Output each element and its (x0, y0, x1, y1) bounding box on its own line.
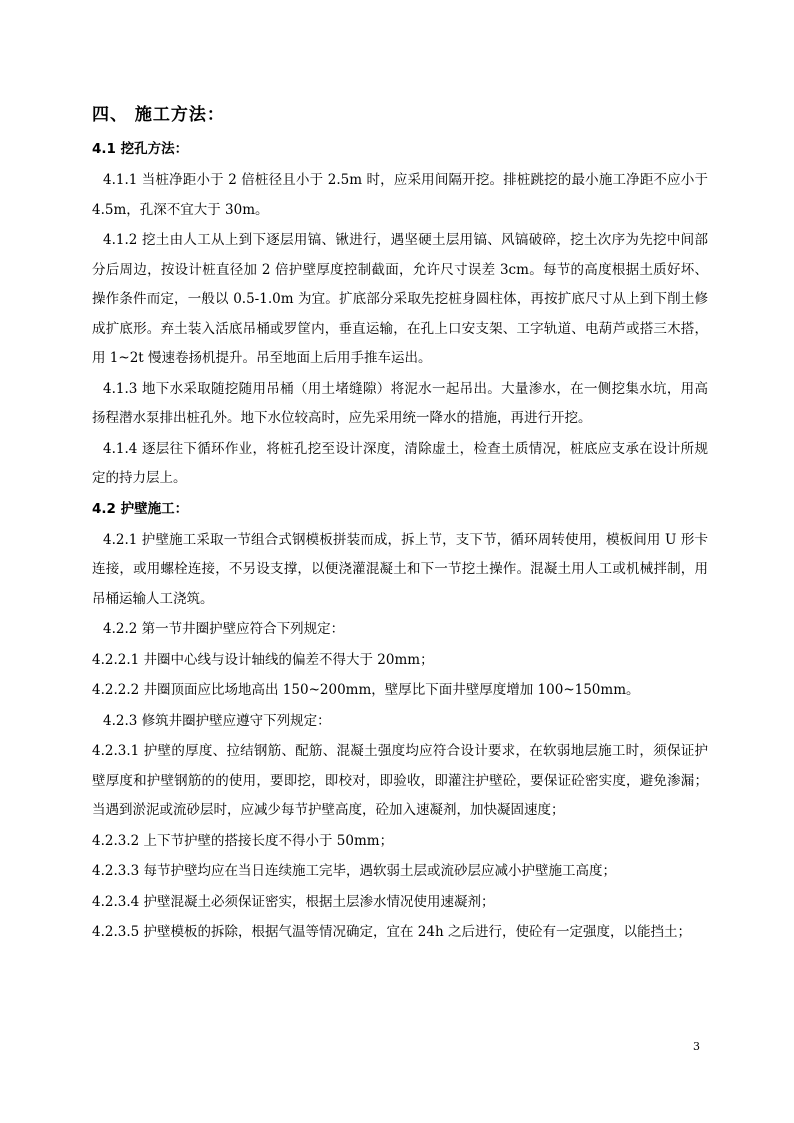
paragraph-4-2-3-2: 4.2.3.2 上下节护壁的搭接长度不得小于 50mm； (92, 832, 394, 849)
section-title: 四、 施工方法： (92, 105, 225, 125)
paragraph-4-2-3-4: 4.2.3.4 护壁混凝土必须保证密实，根据土层渗水情况使用速凝剂； (92, 893, 495, 910)
paragraph-4-2-2-2: 4.2.2.2 井圈顶面应比场地高出 150~200mm，壁厚比下面井壁厚度增加 100~150mm。 (92, 682, 640, 698)
subsection-heading: 4.2 护壁施工： (92, 500, 189, 517)
paragraph-4-2-3: 4.2.3 修筑井圈护壁应遵守下列规定： (103, 712, 331, 729)
paragraph-4-1-1: 4.1.1 当桩净距小于 2 倍桩径且小于 2.5m 时，应采用间隔开挖。排桩跳挖的最小施工净距不应小于 4.5m，孔深不宜大于 30m。 (92, 172, 708, 218)
paragraph-4-2-1: 4.2.1 护壁施工采取一节组合式钢模板拼装而成，拆上节，支下节，循环周转使用，模板间用 U 形卡连接，或用螺栓连接，不另设支撑，以便浇灌混凝土和下一节挖土操作。混凝土用人工或机械拌制，用吊桶运输人工浇筑。 (92, 531, 708, 607)
paragraph-4-1-3: 4.1.3 地下水采取随挖随用吊桶（用土堵缝隙）将泥水一起吊出。大量渗水，在一侧挖集水坑，用高扬程潜水泵排出桩孔外。地下水位较高时，应先采用统一降水的措施，再进行开挖。 (92, 380, 708, 426)
paragraph-4-1-4: 4.1.4 逐层往下循环作业，将桩孔挖至设计深度，清除虚土，检查土质情况，桩底应支承在设计所规定的持力层上。 (92, 440, 708, 486)
paragraph-4-2-3-1: 4.2.3.1 护壁的厚度、拉结钢筋、配筋、混凝土强度均应符合设计要求，在软弱地层施工时，须保证护壁厚度和护壁钢筋的的使用，要即挖，即校对，即验收，即灌注护壁砼，要保证砼密实度，避免渗漏；当遇到淤泥或流砂层时，应减少每节护壁高度，砼加入速凝剂，加快凝固速度； (92, 743, 708, 818)
paragraph-4-2-3-3: 4.2.3.3 每节护壁均应在当日连续施工完毕，遇软弱土层或流砂层应减小护壁施工高度； (92, 863, 617, 879)
paragraph-4-1-2: 4.1.2 挖土由人工从上到下逐层用镐、锹进行，遇坚硬土层用镐、风镐破碎，挖土次序为先挖中间部分后周边，按设计桩直径加 2 倍护壁厚度控制截面，允许尺寸误差 3cm。每节的高度根据土质好坏、操作条件而定，一般以 0.5-1.0m 为宜。扩底部分采取先挖桩身圆柱体，再按扩底尺寸从上到下削土修成扩底形。弃土装入活底吊桶或罗筐内，垂直运输，在孔上口安支架、工字轨道、电葫芦或搭三木搭，用 1~2t 慢速卷扬机提升。吊至地面上后用手推车运出。 (92, 232, 708, 366)
paragraph-4-2-2: 4.2.2 第一节井圈护壁应符合下列规定： (103, 621, 345, 637)
subsection-4-2 (92, 498, 708, 948)
subsection-heading: 4.1 挖孔方法： (92, 141, 189, 157)
paragraph-4-2-3-5: 4.2.3.5 护壁模板的拆除，根据气温等情况确定，宜在 24h 之后进行，使砼有一定强度，以能挡土； (92, 924, 691, 940)
subsection-4-1 (92, 138, 708, 494)
page-number: 3 (693, 1040, 700, 1053)
page-content (92, 102, 708, 949)
paragraph-4-2-2-1: 4.2.2.1 井圈中心线与设计轴线的偏差不得大于 20mm； (92, 651, 434, 668)
